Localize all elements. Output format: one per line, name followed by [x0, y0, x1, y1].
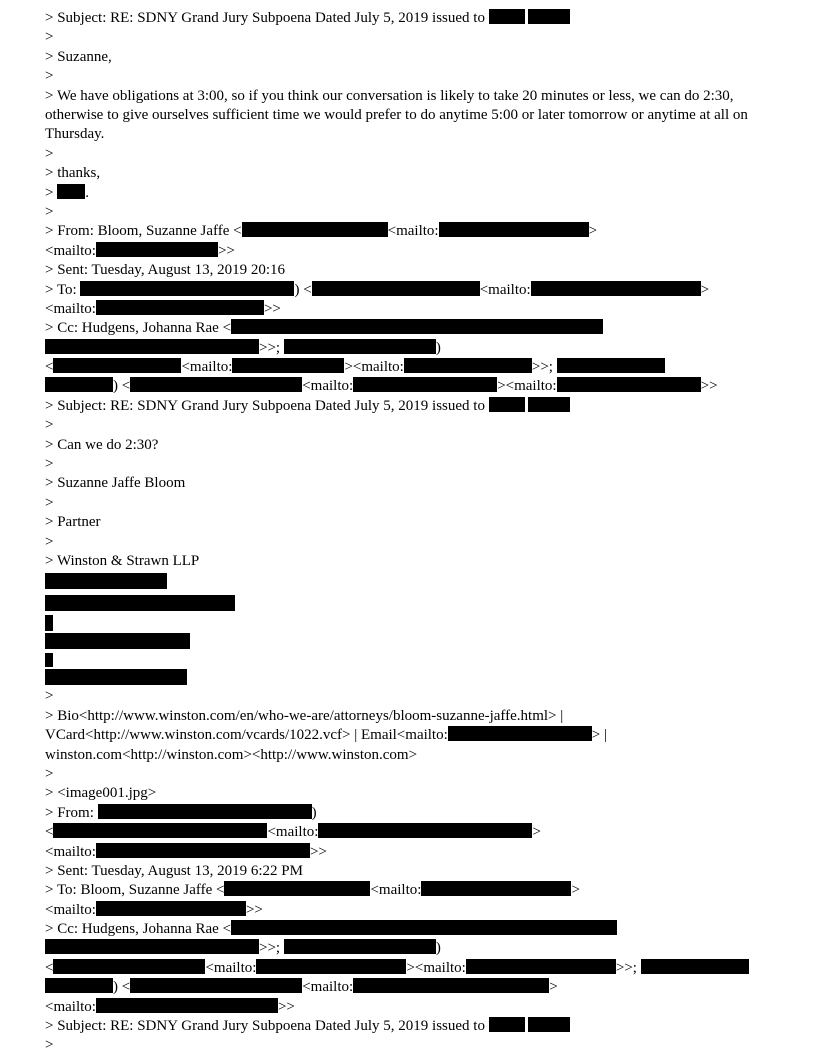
close-text: ) <	[113, 378, 131, 395]
bio-text: VCard<http://www.winston.com/vcards/1022.vcf> | Email<mailto:	[45, 727, 448, 744]
mailto-line	[45, 843, 780, 862]
close-text: >>;	[259, 940, 281, 957]
redaction	[353, 978, 549, 993]
quote-line: >	[45, 533, 54, 550]
redaction	[557, 358, 665, 373]
redaction	[45, 669, 187, 685]
cc-line-1	[45, 319, 780, 338]
bio-line-3: winston.com<http://winston.com><http://www.winston.com>	[45, 746, 418, 763]
redaction	[45, 339, 259, 354]
redaction	[45, 653, 53, 667]
redaction	[557, 377, 701, 392]
redaction	[231, 319, 603, 334]
redaction	[96, 242, 218, 257]
redaction	[53, 823, 267, 838]
mailto-line	[45, 242, 780, 261]
from-text: > From: Bloom, Suzanne Jaffe <	[45, 223, 242, 240]
cc-line-8	[45, 978, 780, 997]
close-text: )	[311, 804, 317, 821]
cc-line-2	[45, 339, 780, 358]
open-text: <	[45, 824, 54, 841]
open-text: <	[45, 359, 54, 376]
signature-line	[45, 184, 780, 203]
subject-text: > Subject: RE: SDNY Grand Jury Subpoena Dated July 5, 2019 issued to	[45, 397, 485, 414]
open-text: <	[45, 959, 54, 976]
redaction	[232, 358, 344, 373]
mailto-text: <mailto:	[267, 824, 319, 841]
mailto-text: <mailto:	[45, 300, 96, 317]
redaction	[528, 397, 570, 412]
redaction	[404, 358, 532, 373]
quote-line: >	[45, 688, 54, 705]
close-text: >	[549, 979, 558, 996]
redaction	[45, 978, 113, 993]
subject-text: > Subject: RE: SDNY Grand Jury Subpoena Dated July 5, 2019 issued to	[45, 10, 485, 26]
redaction	[96, 901, 246, 916]
mailto-text: <mailto:	[45, 901, 96, 918]
cc-line-5	[45, 920, 780, 939]
redaction	[53, 358, 181, 373]
mailto-line	[45, 300, 780, 319]
redaction	[57, 184, 85, 199]
quote-line: >	[45, 456, 54, 473]
redaction	[130, 377, 302, 392]
redaction	[489, 9, 525, 24]
subject-line-2	[45, 397, 780, 416]
redaction	[45, 573, 167, 589]
body-paragraph: > We have obligations at 3:00, so if you think our conversation is likely to take 20 minutes or less, we can do 2:30, otherwise to give ourselves sufficient time we would prefer to do anytime 5:00 or later tomorrow or anytime at all on Thursday.	[45, 87, 748, 143]
redaction	[489, 1017, 525, 1032]
signature-firm: > Winston & Strawn LLP	[45, 552, 200, 569]
from-text: > From:	[45, 804, 94, 821]
redaction	[224, 881, 370, 896]
email-document	[45, 9, 780, 1056]
mailto-text: <mailto:	[45, 242, 96, 259]
mailto-text: <mailto:	[302, 378, 354, 395]
cc-line-3	[45, 358, 780, 377]
close-text: >>	[263, 300, 281, 317]
close-text: >>	[277, 998, 295, 1015]
redaction	[98, 804, 312, 819]
close-text: >>	[217, 242, 235, 259]
quote-line: >	[45, 765, 54, 782]
signature-name: > Suzanne Jaffe Bloom	[45, 475, 186, 492]
mailto-text: ><mailto:	[344, 359, 404, 376]
redaction	[312, 281, 480, 296]
redaction	[641, 959, 749, 974]
redaction	[284, 939, 436, 954]
close-text: >	[571, 882, 580, 899]
redaction	[318, 823, 532, 838]
mailto-text: ><mailto:	[497, 378, 557, 395]
cc-line-6	[45, 939, 780, 958]
redaction	[489, 397, 525, 412]
sent-line-1: > Sent: Tuesday, August 13, 2019 20:16	[45, 262, 286, 279]
redaction	[45, 939, 259, 954]
mailto-line	[45, 901, 780, 920]
redaction	[448, 726, 592, 741]
subject-line-1	[45, 9, 780, 28]
redaction	[45, 633, 190, 649]
bio-text: > |	[591, 727, 607, 744]
question-line: > Can we do 2:30?	[45, 436, 159, 453]
redaction	[53, 959, 205, 974]
redaction	[528, 1017, 570, 1032]
close-text: >>	[700, 378, 718, 395]
redaction	[96, 300, 264, 315]
redaction	[96, 998, 278, 1013]
from-line-1	[45, 222, 780, 241]
redaction	[242, 222, 388, 237]
mailto-text: ><mailto:	[406, 959, 466, 976]
close-text: >>	[245, 901, 263, 918]
close-text: >>;	[615, 959, 637, 976]
mailto-text: <mailto:	[205, 959, 257, 976]
closing-thanks: > thanks,	[45, 165, 101, 182]
from-line-3	[45, 823, 780, 842]
redaction	[80, 281, 294, 296]
redaction	[528, 9, 570, 24]
quote-line: >	[45, 145, 54, 162]
close-text: ) <	[294, 281, 312, 298]
subject-line-3	[45, 1017, 780, 1036]
close-text: >	[700, 281, 710, 298]
bio-line-2	[45, 726, 780, 745]
close-text: )	[435, 339, 441, 356]
sig-prefix: >	[45, 184, 54, 201]
redaction	[45, 595, 235, 611]
redacted-address-block	[45, 571, 780, 687]
sent-line-2: > Sent: Tuesday, August 13, 2019 6:22 PM	[45, 862, 303, 879]
mailto-text: <mailto:	[302, 979, 354, 996]
quote-line: >	[45, 417, 54, 434]
redaction	[421, 881, 571, 896]
close-text: >>;	[531, 359, 553, 376]
quote-line: >	[45, 1037, 54, 1054]
quote-line: >	[45, 494, 54, 511]
cc-line-7	[45, 959, 780, 978]
signature-title: > Partner	[45, 514, 101, 531]
redaction	[531, 281, 701, 296]
redaction	[466, 959, 616, 974]
quote-line: >	[45, 29, 54, 46]
to-text: > To:	[45, 281, 77, 298]
subject-text: > Subject: RE: SDNY Grand Jury Subpoena Dated July 5, 2019 issued to	[45, 1018, 485, 1035]
close-text: >>;	[259, 339, 281, 356]
to-line-1	[45, 281, 780, 300]
cc-line-4	[45, 377, 780, 396]
mailto-line	[45, 998, 780, 1017]
redaction	[45, 615, 53, 631]
bio-line-1: > Bio<http://www.winston.com/en/who-we-are/attorneys/bloom-suzanne-jaffe.html> |	[45, 707, 564, 724]
close-text: ) <	[113, 979, 131, 996]
redaction	[284, 339, 436, 354]
from-line-2	[45, 804, 780, 823]
mailto-text: <mailto:	[45, 843, 96, 860]
redaction	[45, 377, 113, 392]
sig-suffix: .	[85, 184, 89, 201]
mailto-text: <mailto:	[370, 882, 422, 899]
quote-line: >	[45, 68, 54, 85]
cc-text: > Cc: Hudgens, Johanna Rae <	[45, 320, 232, 337]
redaction	[231, 920, 617, 935]
quote-line: >	[45, 203, 54, 220]
cc-text: > Cc: Hudgens, Johanna Rae <	[45, 921, 232, 938]
close-text: >	[588, 223, 598, 240]
redaction	[256, 959, 406, 974]
to-line-2	[45, 881, 780, 900]
redaction	[439, 222, 589, 237]
mailto-text: <mailto:	[45, 998, 96, 1015]
mailto-text: <mailto:	[181, 359, 233, 376]
mailto-text: <mailto:	[479, 281, 531, 298]
close-text: >	[532, 824, 541, 841]
redaction	[130, 978, 302, 993]
mailto-text: <mailto:	[387, 223, 439, 240]
redaction	[353, 377, 497, 392]
close-text: >>	[309, 843, 327, 860]
salutation: > Suzanne,	[45, 48, 112, 65]
close-text: )	[435, 940, 441, 957]
to-text: > To: Bloom, Suzanne Jaffe <	[45, 882, 225, 899]
image-attachment-line: > <image001.jpg>	[45, 785, 157, 802]
redaction	[96, 843, 310, 858]
